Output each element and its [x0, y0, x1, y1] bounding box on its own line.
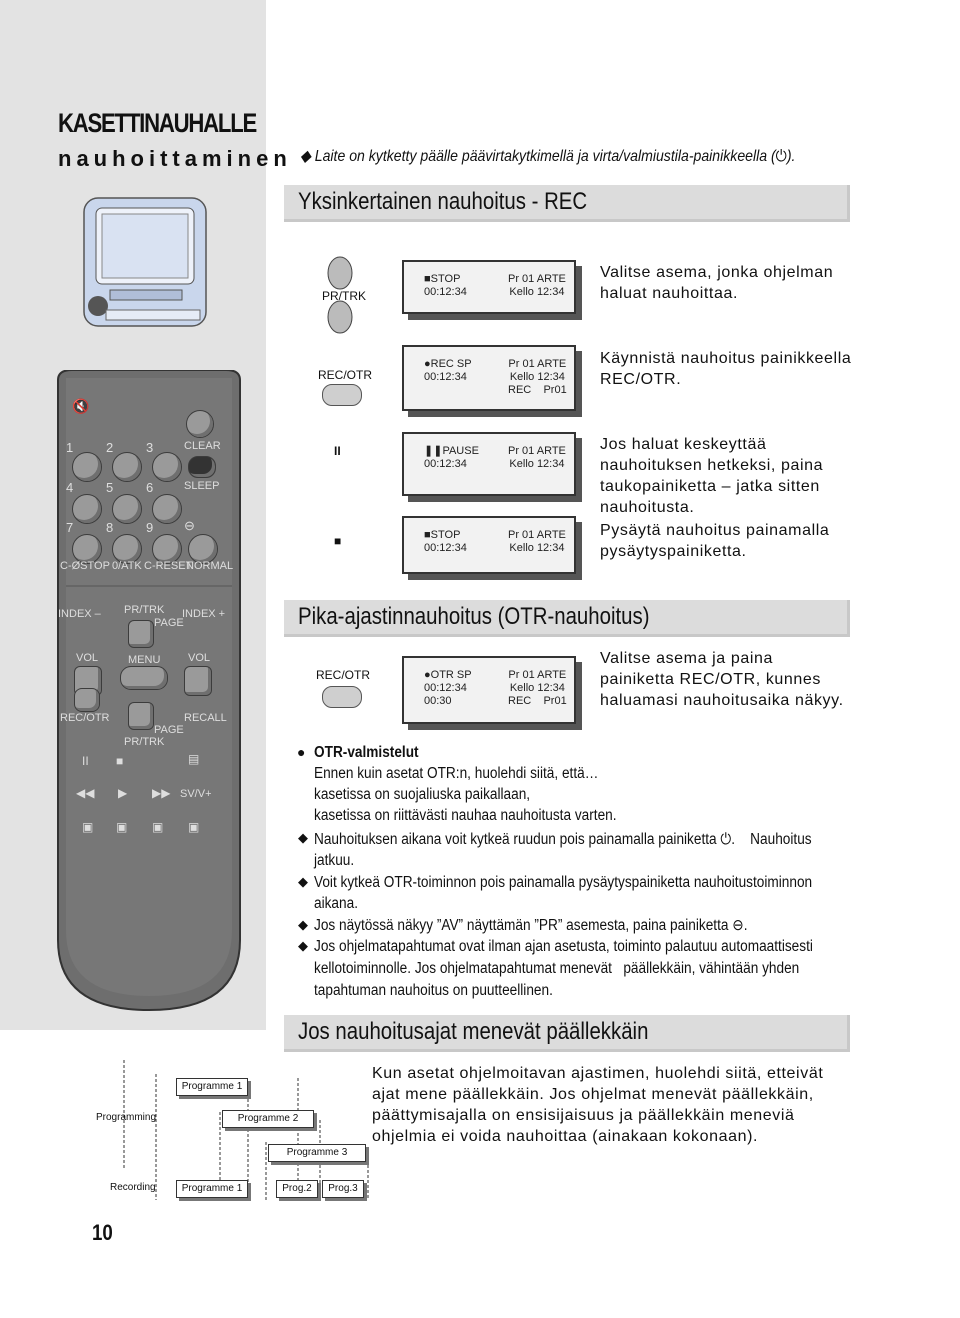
bullet4-line2: kellotoiminnolle. Jos ohjelmatapahtumat menevät päällekkäin, vähintään yhden: [314, 960, 800, 977]
otr-heading: OTR-valmistelut: [314, 744, 419, 761]
programming-label: Programming: [96, 1112, 157, 1123]
key-8-label: 8: [106, 520, 114, 535]
remote-control: [44, 370, 254, 1020]
overlap-description: Kun asetat ohjelmoitavan ajastimen, huolehdi siitä, etteivät ajat mene päällekkäin. Jos ohjelmat menevät päällekkäin, päättymisajalla on ensisijaisuus ja päällekkäin meneviä ohjelmia ei voida nauhoittaa (ainakaan kokonaan).: [372, 1065, 824, 1145]
key-4-button[interactable]: [72, 494, 102, 524]
osd-clock: Kello 12:34: [509, 458, 565, 470]
osd-channel: Pr 01 ARTE: [508, 445, 566, 457]
stop-icon: ■: [424, 529, 431, 541]
menu-label: MENU: [128, 654, 161, 666]
osd-counter: 00:12:34: [424, 542, 467, 554]
tv-vcr-illustration: [80, 196, 210, 328]
bullet-diamond-icon: ◆: [298, 938, 308, 953]
programme-3-box: Programme 3: [268, 1144, 366, 1162]
av-icon: ⊖: [732, 917, 744, 934]
vol-left-label: VOL: [76, 652, 99, 664]
menu-button[interactable]: [120, 666, 168, 690]
bullet-diamond-icon: ◆: [298, 874, 308, 889]
otr-recotr-button-label: REC/OTR: [316, 668, 370, 682]
bullet2-line2: aikana.: [314, 895, 358, 912]
osd-stop: [402, 260, 576, 314]
page-top-label: PAGE: [154, 617, 184, 629]
recotr-button-label: REC/OTR: [318, 368, 372, 382]
bullet-diamond-icon: ◆: [300, 148, 311, 165]
teletext-d-icon[interactable]: ▣: [188, 820, 200, 834]
osd-counter: 00:12:34: [424, 371, 467, 383]
key-5-button[interactable]: [112, 494, 142, 524]
bullet1-line1: [314, 829, 812, 850]
osd-duration: 00:30: [424, 695, 452, 707]
teletext-a-icon[interactable]: ▣: [82, 820, 94, 834]
osd-channel: Pr 01 ARTE: [508, 669, 567, 681]
intro-line: [300, 146, 795, 166]
overlap-diagram: [80, 1060, 370, 1200]
power-button[interactable]: [186, 410, 214, 438]
rec-prog-3-box: Prog.3: [322, 1180, 364, 1198]
osd-channel: Pr 01 ARTE: [508, 529, 566, 541]
av-icon: ⊖: [184, 518, 195, 533]
creset-label: C-RESET: [144, 560, 193, 572]
bullet-dot-icon: ●: [297, 744, 306, 760]
key-2-label: 2: [106, 440, 114, 455]
section-title-overlap: Jos nauhoitusajat menevät päällekkäin: [298, 1018, 649, 1045]
pause-button-label[interactable]: II: [334, 444, 341, 458]
intro-text-end: ).: [786, 148, 796, 165]
stop-icon: ■: [424, 273, 431, 285]
otr-recotr-button-illustration[interactable]: [322, 686, 362, 708]
recording-label: Recording: [110, 1182, 156, 1193]
teletext-b-icon[interactable]: ▣: [116, 820, 128, 834]
section-bar-otr: [284, 600, 850, 637]
osd-counter: 00:12:34: [424, 682, 467, 694]
rewind-icon[interactable]: ◀◀: [76, 786, 95, 800]
stop-icon[interactable]: ■: [116, 754, 124, 768]
osd-status: STOP: [430, 273, 461, 285]
key-9-label: 9: [146, 520, 154, 535]
osd-clock: Kello 12:34: [509, 286, 565, 298]
bullet4-line3: tapahtuman nauhoitus on puutteellinen.: [314, 982, 553, 999]
power-icon: ⏻: [720, 831, 732, 848]
osd-otr: [402, 656, 576, 724]
key-6-label: 6: [146, 480, 154, 495]
osd-channel: Pr 01 ARTE: [508, 358, 567, 370]
page-number: 10: [92, 1220, 113, 1245]
svv-label: SV/V+: [180, 788, 212, 800]
key-1-label: 1: [66, 440, 74, 455]
pr-up-button[interactable]: [128, 620, 154, 648]
osd-counter: 00:12:34: [424, 458, 467, 470]
bullet3-line: [314, 915, 747, 936]
teletext-c-icon[interactable]: ▣: [152, 820, 164, 834]
record-dot-icon: ●: [424, 358, 431, 370]
prtrk-button-label: PR/TRK: [322, 289, 367, 303]
section-title-rec: Yksinkertainen nauhoitus - REC: [298, 188, 588, 215]
otr-line-2: kasetissa on suojaliuska paikallaan,: [314, 786, 531, 803]
osd-channel: Pr 01 ARTE: [508, 273, 566, 285]
bullet2-line1: Voit kytkeä OTR-toiminnon pois painamalla pysäytyspainiketta nauhoitustoiminnon: [314, 874, 813, 891]
key-1-button[interactable]: [72, 452, 102, 482]
step3-description: Jos haluat keskeyttää nauhoituksen hetkeksi, paina taukopainiketta – jatka sitten nauhoitusta.: [600, 436, 824, 516]
clear-label: CLEAR: [184, 440, 221, 452]
fast-forward-icon[interactable]: ▶▶: [152, 786, 171, 800]
prtrk-bottom-label: PR/TRK: [124, 736, 165, 748]
key-3-button[interactable]: [152, 452, 182, 482]
key-5-label: 5: [106, 480, 114, 495]
vol-up-button[interactable]: [184, 666, 212, 696]
cstop-label: C-ØSTOP: [60, 560, 110, 572]
play-icon[interactable]: ▶: [118, 786, 128, 800]
key-6-button[interactable]: [152, 494, 182, 524]
osd-counter: 00:12:34: [424, 286, 467, 298]
osd-stop-2: [402, 516, 576, 574]
page-title: KASETTINAUHALLE: [58, 108, 257, 138]
mute-icon[interactable]: 🔇: [72, 398, 90, 414]
osd-status: OTR SP: [430, 669, 472, 681]
pr-down-button[interactable]: [128, 702, 154, 730]
normal-label: NORMAL: [186, 560, 234, 572]
step4-description: Pysäytä nauhoitus painamalla pysäytyspainiketta.: [600, 522, 830, 560]
bullet1-line2: jatkuu.: [314, 852, 355, 869]
key-4-label: 4: [66, 480, 74, 495]
index-plus-label: INDEX +: [182, 608, 226, 620]
step2-description: Käynnistä nauhoitus painikkeella REC/OTR.: [600, 350, 852, 388]
section-title-otr: Pika-ajastinnauhoitus (OTR-nauhoitus): [298, 603, 650, 630]
prtrk-top-label: PR/TRK: [124, 604, 165, 616]
key-2-button[interactable]: [112, 452, 142, 482]
bullet1-text: Nauhoituksen aikana voit kytkeä ruudun pois painamalla painiketta: [314, 831, 717, 848]
programme-1-box: Programme 1: [176, 1078, 248, 1096]
pause-icon: ❚❚: [424, 445, 443, 457]
pause-icon[interactable]: II: [82, 754, 89, 768]
osd-rec: [402, 345, 576, 411]
osd-rec-pr: REC Pr01: [508, 384, 567, 396]
section-bar-overlap: [284, 1015, 850, 1052]
key-3-label: 3: [146, 440, 154, 455]
bullet3-text: Jos näytössä näkyy ”AV” näyttämän ”PR” asemesta, paina painiketta: [314, 917, 729, 934]
programme-2-box: Programme 2: [222, 1110, 314, 1128]
section-bar-rec: [284, 185, 850, 222]
zero-label: 0/ATK: [112, 560, 142, 572]
clear-button[interactable]: [188, 456, 216, 478]
page-bottom-label: PAGE: [154, 724, 184, 736]
index-minus-label: INDEX –: [58, 608, 101, 620]
bullet1-text-end: . Nauhoitus: [731, 831, 812, 848]
teletext-icon[interactable]: ▤: [188, 752, 200, 766]
vol-right-label: VOL: [188, 652, 211, 664]
osd-clock: Kello 12:34: [509, 371, 565, 383]
power-icon: ⏻: [775, 148, 787, 165]
otr-line-3: kasetissa on riittävästi nauhaa nauhoitusta varten.: [314, 807, 617, 824]
sleep-label: SLEEP: [184, 480, 220, 492]
osd-clock: Kello 12:34: [509, 682, 565, 694]
record-dot-icon: ●: [424, 669, 431, 681]
page-subtitle: nauhoittaminen: [58, 146, 292, 171]
osd-status: STOP: [430, 529, 461, 541]
osd-rec-pr: REC Pr01: [508, 695, 567, 707]
otr-description: Valitse asema ja paina painiketta REC/OTR, kunnes haluamasi nauhoitusaika näkyy.: [600, 650, 844, 709]
stop-button-label[interactable]: ■: [334, 534, 342, 548]
osd-status: PAUSE: [442, 445, 479, 457]
rec-programme-1-box: Programme 1: [176, 1180, 248, 1198]
recotr-button-illustration[interactable]: [322, 384, 362, 406]
recall-label: RECALL: [184, 712, 227, 724]
rec-otr-remote-button[interactable]: [74, 688, 100, 712]
osd-status: REC SP: [430, 358, 472, 370]
bullet-diamond-icon: ◆: [298, 830, 308, 845]
osd-pause: [402, 432, 576, 496]
bullet-diamond-icon: ◆: [298, 917, 308, 932]
step1-description: Valitse asema, jonka ohjelman haluat nauhoittaa.: [600, 264, 834, 302]
key-7-label: 7: [66, 520, 74, 535]
intro-text: Laite on kytketty päälle päävirtakytkimellä ja virta/valmiustila-painikkeella (: [314, 148, 776, 165]
bullet4-line1: Jos ohjelmatapahtumat ovat ilman ajan asetusta, toiminto palautuu automaattisesti: [314, 938, 813, 955]
bullet3-text-end: .: [743, 917, 748, 934]
otr-line-1: Ennen kuin asetat OTR:n, huolehdi siitä, että…: [314, 765, 599, 782]
rec-prog-2-box: Prog.2: [276, 1180, 318, 1198]
osd-clock: Kello 12:34: [509, 542, 565, 554]
recotr-label: REC/OTR: [60, 712, 110, 724]
